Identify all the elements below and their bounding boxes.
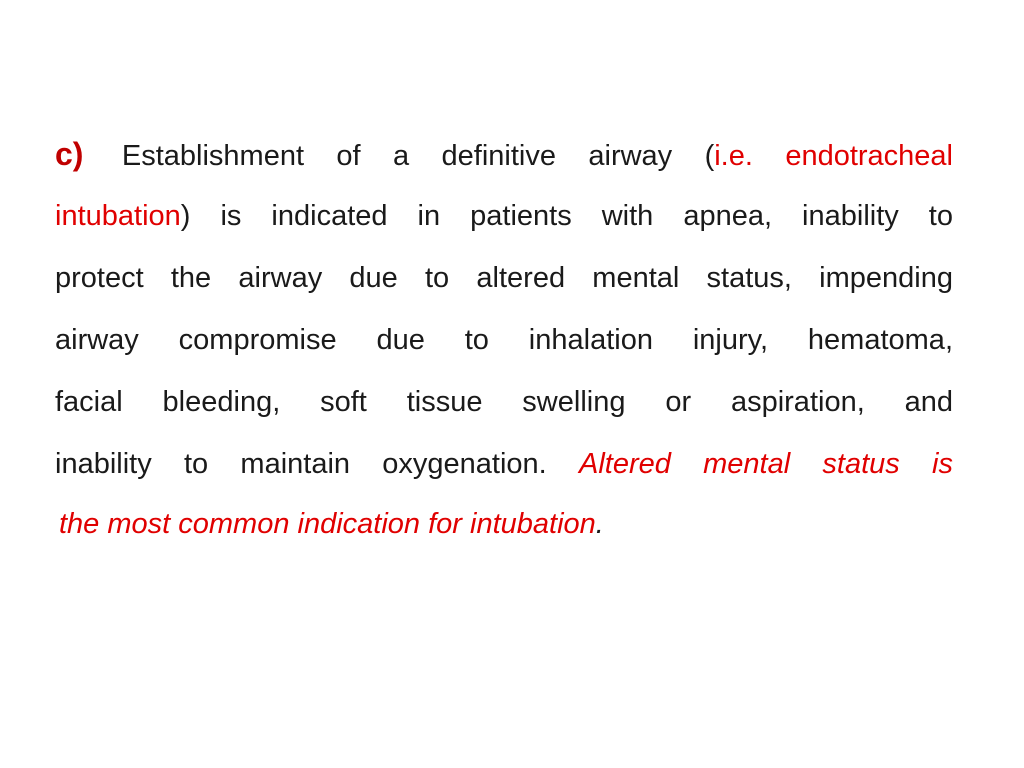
paragraph-line-1 — [55, 136, 953, 174]
paragraph-line-5: facial bleeding, soft tissue swelling or aspiration, and — [55, 386, 953, 418]
paragraph-line-3: protect the airway due to altered mental status, impending — [55, 262, 953, 294]
line7-period: . — [595, 508, 604, 540]
paragraph-line-2 — [55, 198, 953, 234]
paragraph-line-4: airway compromise due to inhalation injury, hematoma, — [55, 324, 953, 356]
line7-emphasis: the most common indication for intubation — [59, 508, 596, 540]
line2-text: ) is indicated in patients with apnea, inability to — [180, 200, 953, 232]
line2-highlight: intubation — [55, 200, 181, 232]
paragraph-line-7 — [59, 506, 957, 542]
line1-highlight: i.e. endotracheal — [714, 140, 954, 172]
paragraph-line-6 — [55, 446, 953, 482]
line1-text: Establishment of a definitive airway ( — [121, 140, 715, 172]
line6-emphasis: Altered mental status is — [578, 448, 953, 480]
line6-text: inability to maintain oxygenation. — [55, 448, 579, 480]
list-marker: c) — [55, 136, 84, 172]
